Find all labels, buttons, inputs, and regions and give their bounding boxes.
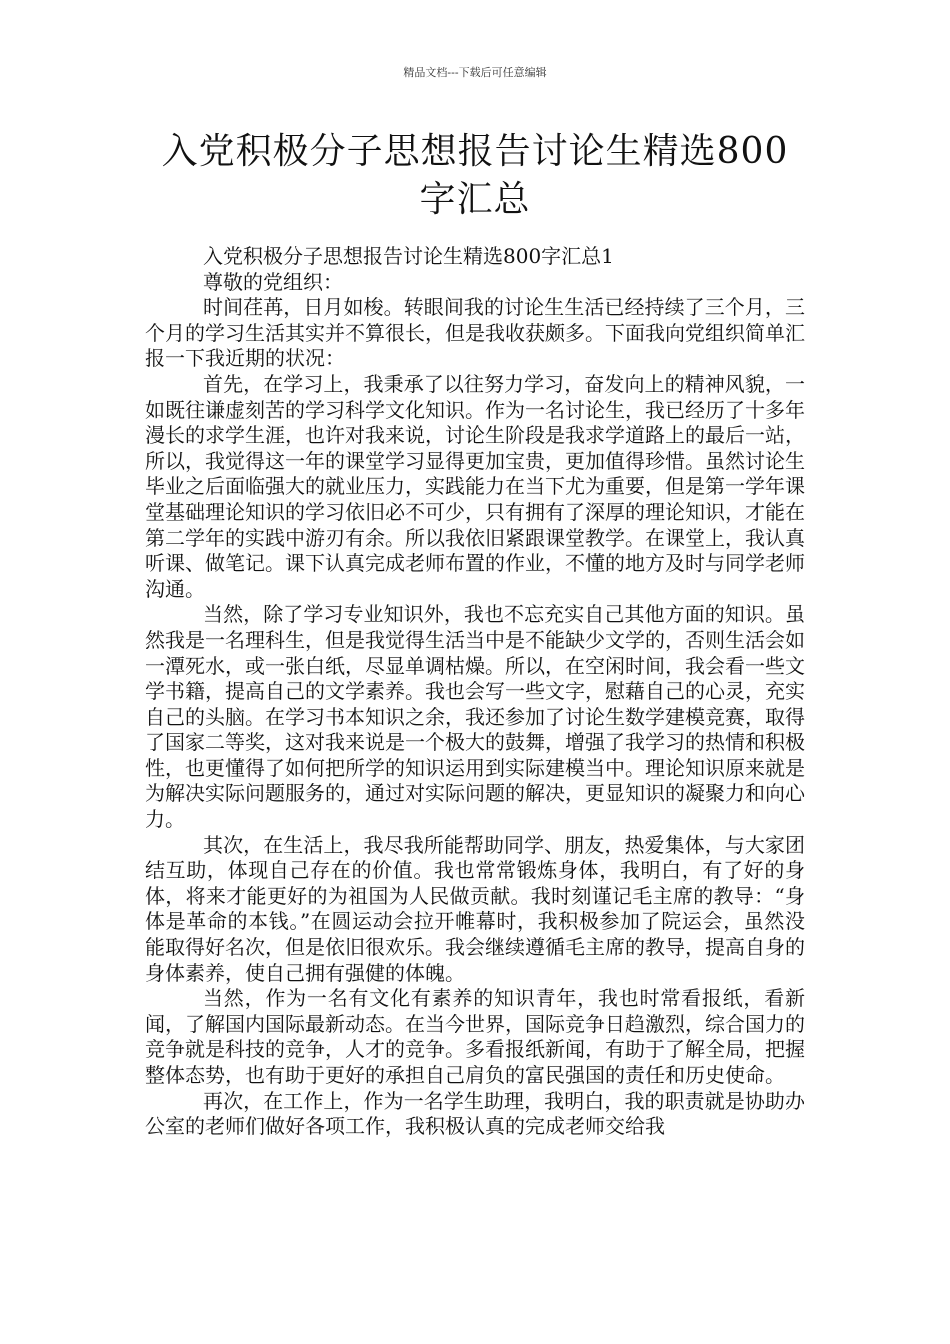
document-title: 入党积极分子思想报告讨论生精选800字汇总 — [161, 131, 789, 220]
paragraph: 当然，作为一名有文化有素养的知识青年，我也时常看报纸，看新闻，了解国内国际最新动态。在当今世界，国际竞争日趋激烈，综合国力的竞争就是科技的竞争，人才的竞争。多看报纸新闻，有助于了解全局，把握整体态势，也有助于更好的承担自己肩负的富民强国的责任和历史使命。 — [145, 986, 805, 1087]
header-note: 精品文档---下载后可任意编辑 — [403, 66, 547, 79]
paragraph: 时间荏苒，日月如梭。转眼间我的讨论生生活已经持续了三个月，三个月的学习生活其实并不算很长，但是我收获颇多。下面我向党组织简单汇报一下我近期的状况： — [145, 295, 805, 371]
document-subtitle: 入党积极分子思想报告讨论生精选800字汇总1 — [203, 244, 614, 268]
paragraph: 再次，在工作上，作为一名学生助理，我明白，我的职责就是协助办公室的老师们做好各项工作，我积极认真的完成老师交给我 — [145, 1088, 805, 1139]
paragraph: 其次，在生活上，我尽我所能帮助同学、朋友，热爱集体，与大家团结互助，体现自己存在的价值。我也常常锻炼身体，我明白，有了好的身体，将来才能更好的为祖国为人民做贡献。我时刻谨记毛主席的教导：“身体是革命的本钱。”在圆运动会拉开帷幕时，我积极参加了院运会，虽然没能取得好名次，但是依旧很欢乐。我会继续遵循毛主席的教导，提高自身的身体素养，使自己拥有强健的体魄。 — [145, 832, 805, 985]
salutation: 尊敬的党组织： — [203, 269, 343, 294]
document-body — [145, 244, 805, 1140]
paragraph: 首先，在学习上，我秉承了以往努力学习，奋发向上的精神风貌，一如既往谦虚刻苦的学习科学文化知识。作为一名讨论生，我已经历了十多年漫长的求学生涯，也许对我来说，讨论生阶段是我求学道路上的最后一站，所以，我觉得这一年的课堂学习显得更加宝贵，更加值得珍惜。虽然讨论生毕业之后面临强大的就业压力，实践能力在当下尤为重要，但是第一学年课堂基础理论知识的学习依旧必不可少，只有拥有了深厚的理论知识，才能在第二学年的实践中游刃有余。所以我依旧紧跟课堂教学。在课堂上，我认真听课、做笔记。课下认真完成老师布置的作业，不懂的地方及时与同学老师沟通。 — [145, 371, 805, 601]
paragraph: 当然，除了学习专业知识外，我也不忘充实自己其他方面的知识。虽然我是一名理科生，但是我觉得生活当中是不能缺少文学的，否则生活会如一潭死水，或一张白纸，尽显单调枯燥。所以，在空闲时间，我会看一些文学书籍，提高自己的文学素养。我也会写一些文字，慰藉自己的心灵，充实自己的头脑。在学习书本知识之余，我还参加了讨论生数学建模竞赛，取得了国家二等奖，这对我来说是一个极大的鼓舞，增强了我学习的热情和积极性，也更懂得了如何把所学的知识运用到实际建模当中。理论知识原来就是为解决实际问题服务的，通过对实际问题的解决，更显知识的凝聚力和向心力。 — [145, 602, 805, 832]
